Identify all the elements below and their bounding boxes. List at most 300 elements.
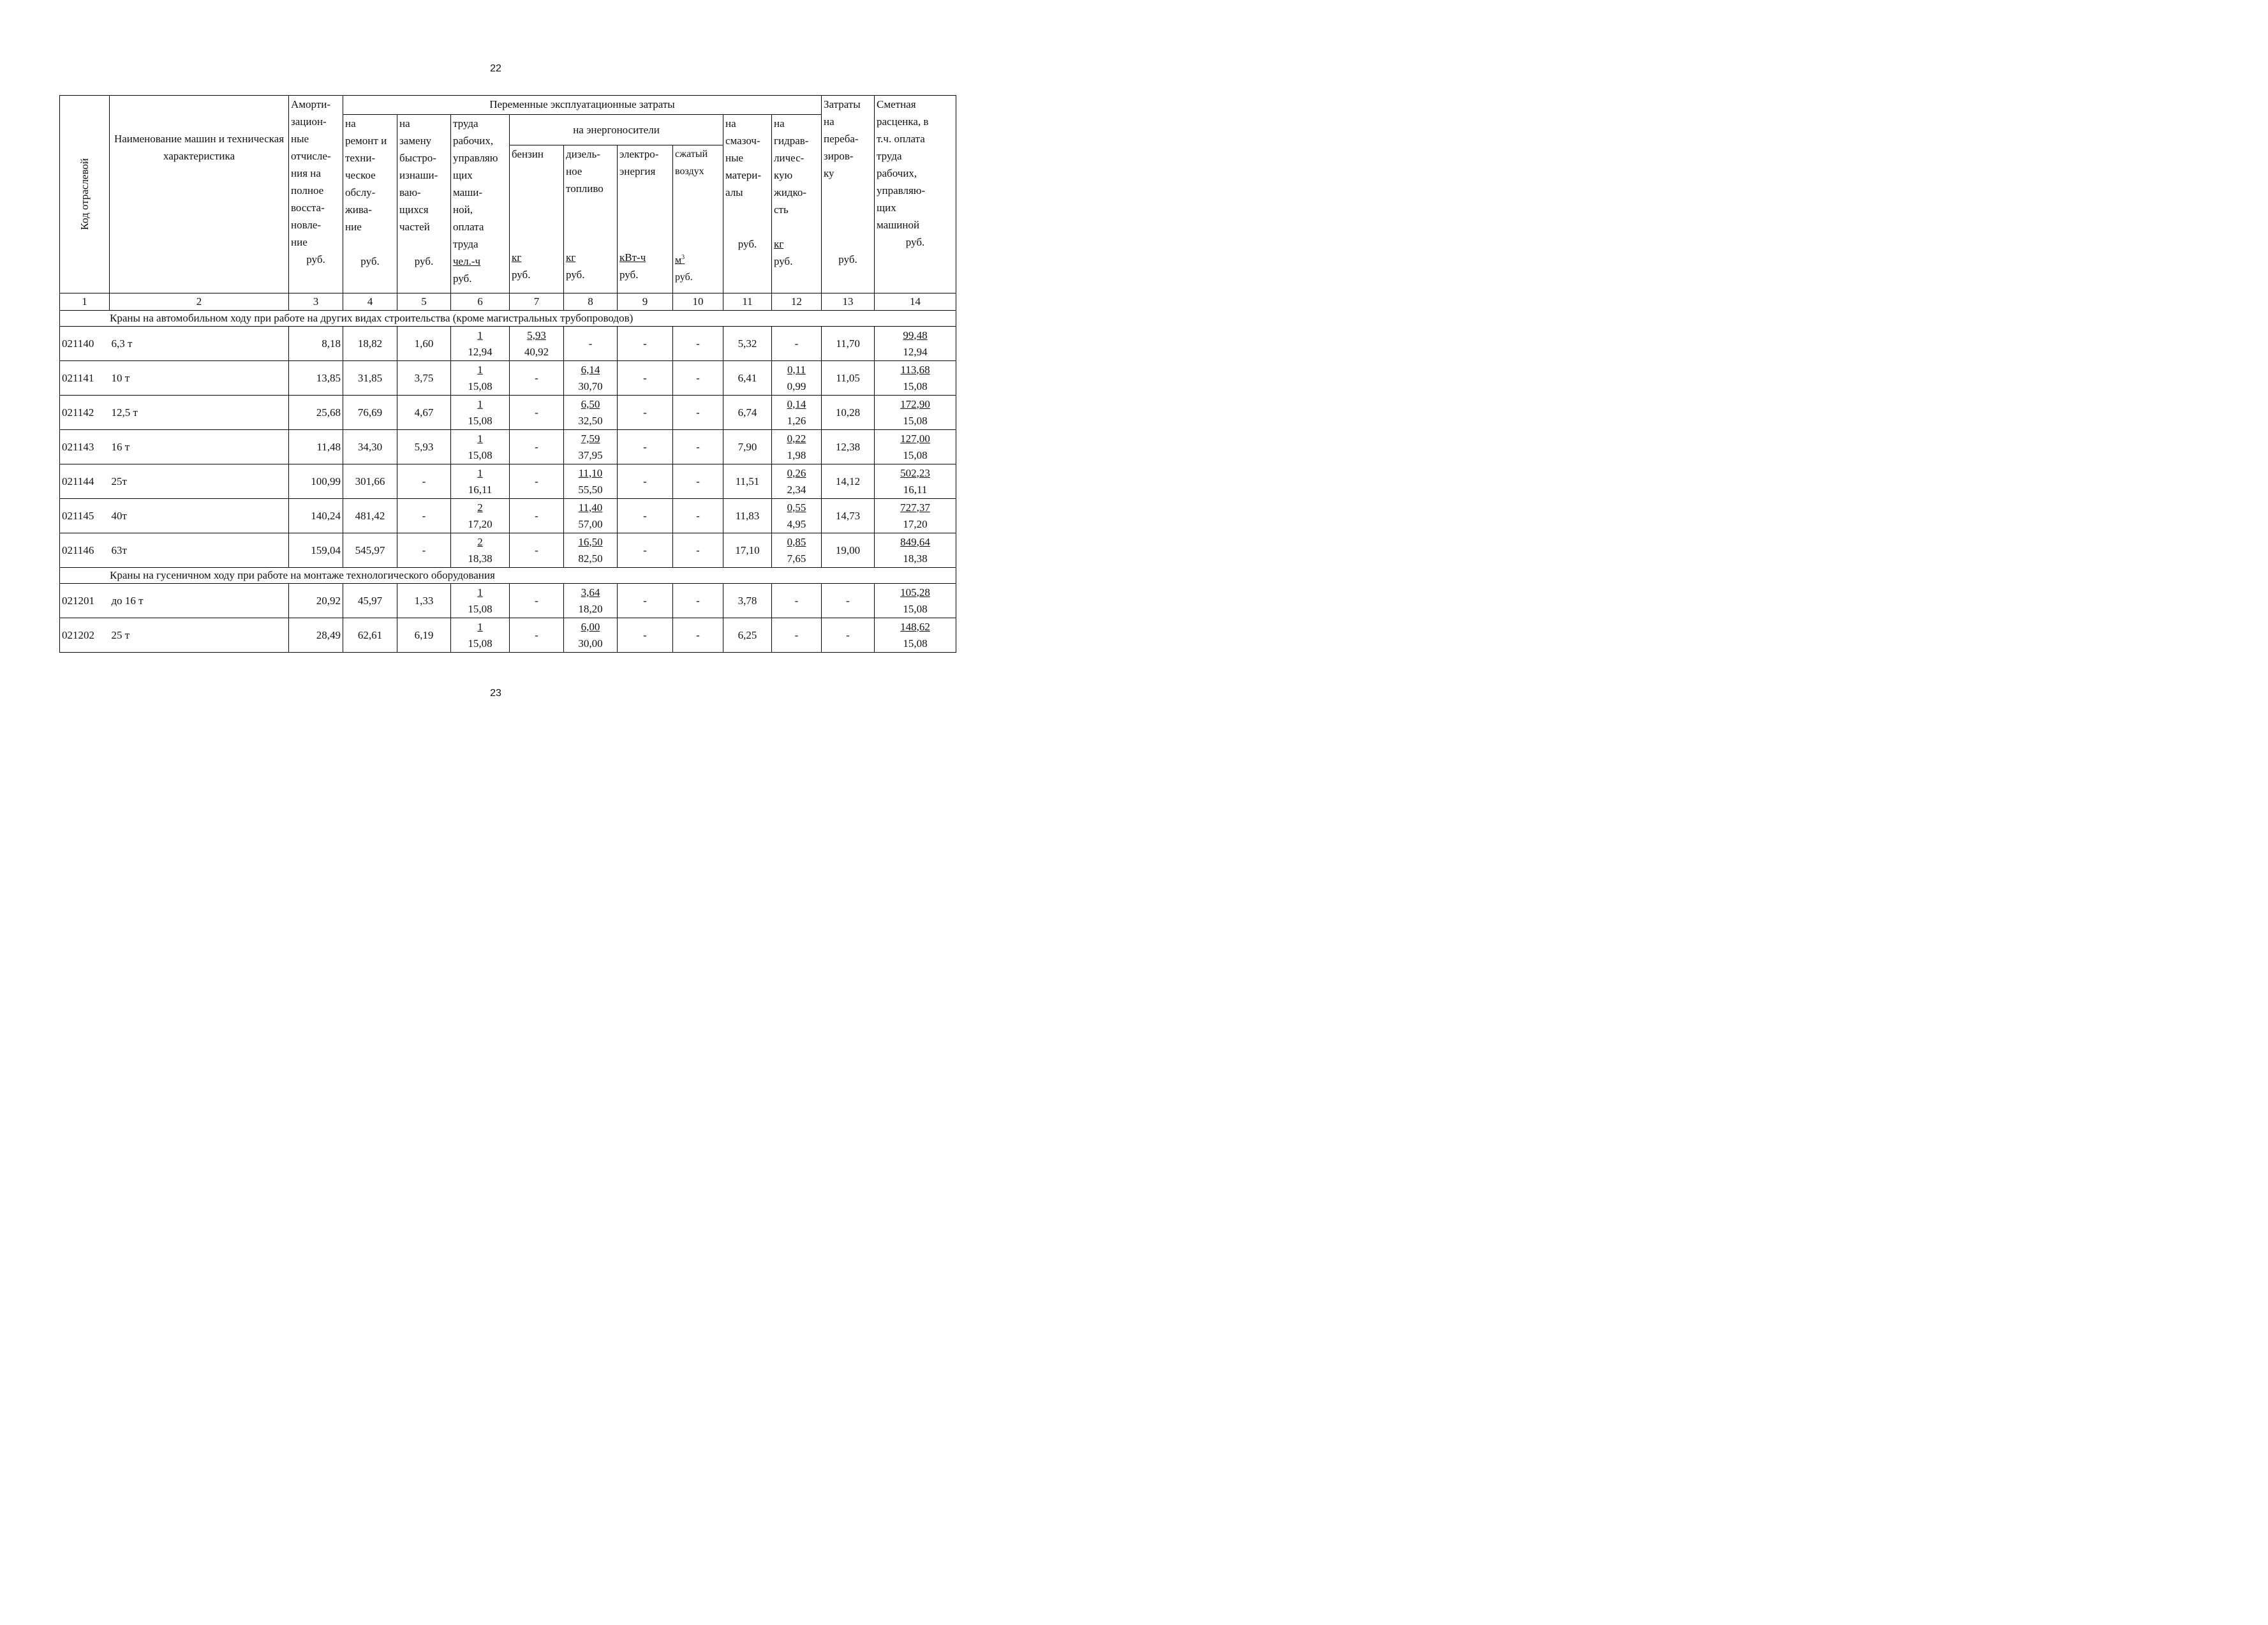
repair-line: жива-: [345, 204, 372, 216]
header-petrol: [510, 145, 564, 293]
row-petrol: -: [510, 396, 564, 430]
header-repair: [343, 115, 397, 293]
row-labor-top: 1: [477, 586, 483, 598]
labor-unit-bottom: руб.: [453, 272, 472, 285]
amort-line: ние: [291, 236, 308, 248]
air-line: сжатый: [675, 149, 708, 160]
petrol-unit-top: кг: [512, 251, 522, 263]
hydr-unit-bottom: руб.: [774, 255, 793, 267]
row-code: 021140: [60, 327, 110, 361]
row-air: -: [673, 327, 723, 361]
row-hydr-bottom: 7,65: [787, 552, 806, 565]
replace-line: щихся: [399, 204, 429, 216]
row-code: 021202: [60, 618, 110, 653]
header-air: [673, 145, 723, 293]
row-replace: -: [397, 533, 451, 568]
petrol-unit-bottom: руб.: [512, 269, 531, 281]
header-transfer: [822, 96, 875, 293]
repair-line: ние: [345, 221, 362, 233]
group-header-row: [60, 311, 956, 327]
row-estimate-top: 105,28: [900, 586, 930, 598]
row-repair: 76,69: [343, 396, 397, 430]
transfer-unit: руб.: [838, 253, 857, 265]
repair-line: ремонт и: [345, 135, 387, 147]
row-replace: 1,60: [397, 327, 451, 361]
column-number: 4: [343, 293, 397, 311]
row-labor: [451, 533, 510, 568]
row-repair: 45,97: [343, 584, 397, 618]
row-repair: 18,82: [343, 327, 397, 361]
diesel-line: топливо: [566, 182, 604, 195]
row-air: -: [673, 464, 723, 499]
hydr-line: жидко-: [774, 186, 807, 198]
row-amort: 20,92: [289, 584, 343, 618]
row-petrol: -: [510, 533, 564, 568]
row-diesel: [564, 430, 618, 464]
row-labor-bottom: 15,08: [468, 380, 493, 392]
row-amort: 159,04: [289, 533, 343, 568]
row-estimate-bottom: 12,94: [903, 345, 928, 358]
row-estimate-bottom: 18,38: [903, 552, 928, 565]
row-replace: 3,75: [397, 361, 451, 396]
row-labor-bottom: 15,08: [468, 637, 493, 649]
row-estimate-top: 849,64: [900, 535, 930, 548]
replace-line: изнаши-: [399, 169, 438, 181]
row-labor-top: 1: [477, 466, 483, 479]
table-header: [60, 96, 956, 311]
amort-line: Аморти-: [291, 98, 330, 110]
row-transfer: -: [822, 618, 875, 653]
hydr-unit-top: кг: [774, 238, 784, 250]
row-electric: -: [618, 464, 673, 499]
row-labor: [451, 396, 510, 430]
row-electric: -: [618, 430, 673, 464]
row-estimate-top: 172,90: [900, 397, 930, 410]
column-number: 12: [772, 293, 822, 311]
table-row: [60, 361, 956, 396]
column-number: 5: [397, 293, 451, 311]
row-electric: -: [618, 396, 673, 430]
header-electric: [618, 145, 673, 293]
row-hydr-top: 0,26: [787, 466, 806, 479]
estimate-unit: руб.: [905, 236, 925, 248]
row-air: -: [673, 361, 723, 396]
row-hydr: [772, 464, 822, 499]
row-replace: 1,33: [397, 584, 451, 618]
estimate-line: труда: [877, 150, 902, 162]
row-repair: 301,66: [343, 464, 397, 499]
row-lube: 6,74: [723, 396, 772, 430]
page-number-bottom: 23: [490, 688, 501, 699]
electric-unit-bottom: руб.: [619, 269, 639, 281]
row-electric: -: [618, 499, 673, 533]
row-electric: -: [618, 533, 673, 568]
row-replace: -: [397, 499, 451, 533]
estimate-line: расценка, в: [877, 115, 929, 128]
row-electric: -: [618, 584, 673, 618]
row-diesel-bottom: 18,20: [578, 602, 603, 615]
row-transfer: 11,05: [822, 361, 875, 396]
row-labor-top: 2: [477, 501, 483, 514]
row-labor: [451, 618, 510, 653]
row-air: -: [673, 430, 723, 464]
row-amort: 11,48: [289, 430, 343, 464]
labor-line: труда: [453, 117, 478, 130]
row-diesel: [564, 361, 618, 396]
row-name: 25т: [110, 464, 289, 499]
row-lube: 5,32: [723, 327, 772, 361]
table-row: [60, 499, 956, 533]
row-lube: 6,25: [723, 618, 772, 653]
row-petrol: -: [510, 361, 564, 396]
row-repair: 62,61: [343, 618, 397, 653]
replace-line: на: [399, 117, 410, 130]
air-unit-top: м: [675, 255, 682, 266]
row-lube: 11,51: [723, 464, 772, 499]
row-estimate-bottom: 17,20: [903, 517, 928, 530]
row-labor-top: 2: [477, 535, 483, 548]
row-hydr-top: 0,55: [787, 501, 806, 514]
estimate-line: рабочих,: [877, 167, 917, 179]
repair-line: техни-: [345, 152, 376, 164]
row-code: 021141: [60, 361, 110, 396]
row-estimate: [875, 396, 956, 430]
row-name: 16 т: [110, 430, 289, 464]
row-labor-bottom: 18,38: [468, 552, 493, 565]
header-code-label: Код отраслевой: [78, 158, 91, 230]
air-unit-sup: 3: [681, 254, 685, 261]
row-hydr: [772, 533, 822, 568]
header-estimate: [875, 96, 956, 293]
row-hydr-top: 0,22: [787, 432, 806, 445]
row-hydr-top: 0,11: [787, 363, 806, 376]
replace-line: замену: [399, 135, 432, 147]
row-amort: 25,68: [289, 396, 343, 430]
row-transfer: -: [822, 584, 875, 618]
replace-unit: руб.: [414, 255, 434, 267]
lube-line: на: [725, 117, 736, 130]
column-number: 7: [510, 293, 564, 311]
row-labor-bottom: 15,08: [468, 602, 493, 615]
row-diesel-top: 3,64: [581, 586, 600, 598]
row-estimate-top: 148,62: [900, 620, 930, 633]
row-diesel: [564, 533, 618, 568]
row-name: 63т: [110, 533, 289, 568]
row-estimate-bottom: 15,08: [903, 414, 928, 427]
table-row: [60, 396, 956, 430]
header-variable-costs: Переменные эксплуатационные затраты: [343, 96, 822, 115]
row-labor: [451, 361, 510, 396]
row-electric: -: [618, 361, 673, 396]
row-diesel-top: 6,00: [581, 620, 600, 633]
lube-line: матери-: [725, 169, 761, 181]
row-diesel-top: 7,59: [581, 432, 600, 445]
header-amort: [289, 96, 343, 293]
row-diesel-top: 6,50: [581, 397, 600, 410]
row-transfer: 12,38: [822, 430, 875, 464]
row-labor-top: 1: [477, 363, 483, 376]
amort-line: восста-: [291, 202, 325, 214]
row-amort: 8,18: [289, 327, 343, 361]
row-labor: [451, 499, 510, 533]
row-hydr-top: 0,85: [787, 535, 806, 548]
row-diesel: [564, 618, 618, 653]
transfer-line: ку: [824, 167, 834, 179]
column-number: 2: [110, 293, 289, 311]
header-code: [60, 96, 110, 293]
amort-line: полное: [291, 184, 324, 197]
diesel-line: дизель-: [566, 148, 600, 160]
lube-line: алы: [725, 186, 743, 198]
row-petrol: -: [510, 584, 564, 618]
row-hydr: -: [772, 584, 822, 618]
table-row: [60, 533, 956, 568]
group-title: Краны на автомобильном ходу при работе на других видах строительства (кроме магистральных трубопроводов): [60, 311, 956, 327]
row-replace: 6,19: [397, 618, 451, 653]
table-row: [60, 464, 956, 499]
row-diesel: [564, 584, 618, 618]
row-labor: [451, 464, 510, 499]
labor-line: ной,: [453, 204, 473, 216]
row-petrol: -: [510, 430, 564, 464]
amort-line: ния на: [291, 167, 321, 179]
row-lube: 11,83: [723, 499, 772, 533]
row-lube: 6,41: [723, 361, 772, 396]
row-estimate: [875, 327, 956, 361]
table-body: [60, 311, 956, 653]
row-estimate: [875, 618, 956, 653]
row-estimate-top: 502,23: [900, 466, 930, 479]
row-estimate: [875, 499, 956, 533]
row-transfer: 14,73: [822, 499, 875, 533]
group-header-row: [60, 568, 956, 584]
row-repair: 34,30: [343, 430, 397, 464]
row-diesel: -: [564, 327, 618, 361]
row-estimate-top: 727,37: [900, 501, 930, 514]
replace-line: ваю-: [399, 186, 421, 198]
hydr-line: личес-: [774, 152, 804, 164]
amort-line: новле-: [291, 219, 322, 231]
estimate-line: машиной: [877, 219, 920, 231]
row-amort: 13,85: [289, 361, 343, 396]
row-diesel-bottom: 57,00: [578, 517, 603, 530]
row-diesel: [564, 499, 618, 533]
row-name: 40т: [110, 499, 289, 533]
labor-line: оплата: [453, 221, 484, 233]
row-labor: [451, 584, 510, 618]
header-name: [110, 96, 289, 293]
amort-line: отчисле-: [291, 150, 331, 162]
table-row: [60, 430, 956, 464]
header-lube: [723, 115, 772, 293]
header-name-label: Наименование машин и техническая характеристика: [114, 133, 285, 162]
repair-unit: руб.: [360, 255, 380, 267]
column-number-row: [60, 293, 956, 311]
row-labor-top: 1: [477, 329, 483, 341]
row-petrol: [510, 327, 564, 361]
row-labor: [451, 430, 510, 464]
row-labor-bottom: 17,20: [468, 517, 493, 530]
row-diesel-bottom: 55,50: [578, 483, 603, 496]
labor-line: рабочих,: [453, 135, 494, 147]
row-air: -: [673, 533, 723, 568]
row-lube: 3,78: [723, 584, 772, 618]
amort-line: ные: [291, 133, 309, 145]
row-petrol: -: [510, 464, 564, 499]
amort-line: зацион-: [291, 115, 327, 128]
row-estimate: [875, 584, 956, 618]
electric-unit-top: кВт-ч: [619, 251, 646, 263]
row-labor-bottom: 15,08: [468, 449, 493, 461]
column-number: 10: [673, 293, 723, 311]
row-name: до 16 т: [110, 584, 289, 618]
row-hydr-top: 0,14: [787, 397, 806, 410]
row-hydr: [772, 499, 822, 533]
machine-cost-table: [59, 95, 956, 653]
diesel-unit-bottom: руб.: [566, 269, 585, 281]
row-air: -: [673, 584, 723, 618]
table-row: [60, 584, 956, 618]
row-hydr-bottom: 2,34: [787, 483, 806, 496]
row-estimate-bottom: 15,08: [903, 602, 928, 615]
hydr-line: кую: [774, 169, 793, 181]
column-number: 14: [875, 293, 956, 311]
row-replace: -: [397, 464, 451, 499]
transfer-line: переба-: [824, 133, 859, 145]
replace-line: частей: [399, 221, 430, 233]
row-estimate-top: 113,68: [900, 363, 930, 376]
row-estimate: [875, 430, 956, 464]
estimate-line: управляю-: [877, 184, 926, 197]
column-number: 6: [451, 293, 510, 311]
header-replace: [397, 115, 451, 293]
row-hydr: -: [772, 327, 822, 361]
row-estimate-bottom: 15,08: [903, 449, 928, 461]
row-estimate-top: 127,00: [900, 432, 930, 445]
row-hydr-bottom: 4,95: [787, 517, 806, 530]
amort-unit: руб.: [306, 253, 325, 265]
row-labor-top: 1: [477, 432, 483, 445]
table-row: [60, 618, 956, 653]
row-lube: 17,10: [723, 533, 772, 568]
row-diesel-bottom: 37,95: [578, 449, 603, 461]
repair-line: ческое: [345, 169, 376, 181]
column-number: 13: [822, 293, 875, 311]
row-estimate-bottom: 15,08: [903, 637, 928, 649]
row-code: 021142: [60, 396, 110, 430]
row-hydr-bottom: 0,99: [787, 380, 806, 392]
row-code: 021146: [60, 533, 110, 568]
row-hydr-bottom: 1,26: [787, 414, 806, 427]
row-transfer: 10,28: [822, 396, 875, 430]
page-number-top: 22: [490, 63, 501, 74]
row-hydr: [772, 396, 822, 430]
row-repair: 545,97: [343, 533, 397, 568]
row-code: 021144: [60, 464, 110, 499]
row-replace: 5,93: [397, 430, 451, 464]
group-title: Краны на гусеничном ходу при работе на монтаже технологического оборудования: [60, 568, 956, 584]
labor-line: управляю: [453, 152, 498, 164]
column-number: 1: [60, 293, 110, 311]
row-replace: 4,67: [397, 396, 451, 430]
row-diesel-bottom: 32,50: [578, 414, 603, 427]
column-number: 9: [618, 293, 673, 311]
replace-line: быстро-: [399, 152, 436, 164]
transfer-line: на: [824, 115, 834, 128]
hydr-line: на: [774, 117, 785, 130]
labor-unit-top: чел.-ч: [453, 255, 481, 267]
row-estimate-bottom: 15,08: [903, 380, 928, 392]
row-air: -: [673, 618, 723, 653]
row-hydr-bottom: 1,98: [787, 449, 806, 461]
hydr-line: сть: [774, 204, 789, 216]
row-labor-bottom: 12,94: [468, 345, 493, 358]
transfer-line: Затраты: [824, 98, 861, 110]
header-hydr: [772, 115, 822, 293]
row-diesel-top: 11,10: [578, 466, 603, 479]
repair-line: обслу-: [345, 186, 376, 198]
diesel-line: ное: [566, 165, 582, 177]
row-labor-bottom: 15,08: [468, 414, 493, 427]
row-code: 021145: [60, 499, 110, 533]
electric-line: электро-: [619, 148, 659, 160]
row-labor-top: 1: [477, 397, 483, 410]
repair-line: на: [345, 117, 356, 130]
row-diesel: [564, 396, 618, 430]
header-energy: на энергоносители: [510, 115, 723, 145]
diesel-unit-top: кг: [566, 251, 576, 263]
row-transfer: 11,70: [822, 327, 875, 361]
row-labor-top: 1: [477, 620, 483, 633]
row-hydr: [772, 430, 822, 464]
estimate-line: Сметная: [877, 98, 916, 110]
header-diesel: [564, 145, 618, 293]
row-hydr: -: [772, 618, 822, 653]
row-transfer: 19,00: [822, 533, 875, 568]
row-electric: -: [618, 327, 673, 361]
labor-line: маши-: [453, 186, 483, 198]
table-row: [60, 327, 956, 361]
estimate-line: щих: [877, 202, 896, 214]
row-labor: [451, 327, 510, 361]
row-diesel: [564, 464, 618, 499]
row-name: 10 т: [110, 361, 289, 396]
header-labor: [451, 115, 510, 293]
hydr-line: гидрав-: [774, 135, 809, 147]
row-amort: 100,99: [289, 464, 343, 499]
row-code: 021201: [60, 584, 110, 618]
electric-line: энергия: [619, 165, 656, 177]
row-estimate-top: 99,48: [903, 329, 928, 341]
row-petrol-top: 5,93: [527, 329, 546, 341]
row-diesel-top: 11,40: [578, 501, 603, 514]
row-estimate: [875, 361, 956, 396]
row-code: 021143: [60, 430, 110, 464]
row-name: 25 т: [110, 618, 289, 653]
row-transfer: 14,12: [822, 464, 875, 499]
lube-line: смазоч-: [725, 135, 760, 147]
row-air: -: [673, 499, 723, 533]
row-amort: 28,49: [289, 618, 343, 653]
row-diesel-bottom: 82,50: [578, 552, 603, 565]
row-hydr: [772, 361, 822, 396]
row-petrol-bottom: 40,92: [524, 345, 549, 358]
labor-line: щих: [453, 169, 473, 181]
row-lube: 7,90: [723, 430, 772, 464]
column-number: 11: [723, 293, 772, 311]
row-estimate-bottom: 16,11: [903, 483, 928, 496]
row-diesel-top: 16,50: [578, 535, 603, 548]
